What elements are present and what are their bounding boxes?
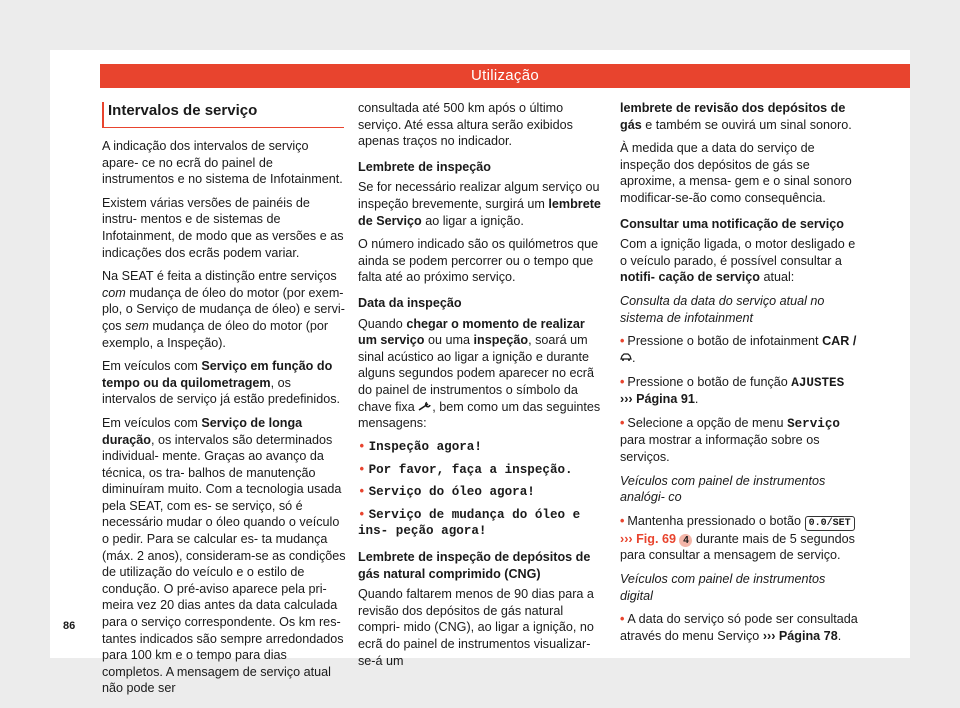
bullet-item: • Pressione o botão de infotainment CAR / .	[620, 334, 857, 365]
section-title: Intervalos de serviço	[102, 102, 344, 128]
subheading: Lembrete de inspeção	[358, 159, 491, 174]
italic-note: Veículos com painel de instrumentos analógi- co	[620, 473, 826, 505]
italic-note: Veículos com painel de instrumentos digital	[620, 572, 826, 603]
bullet-icon: •	[620, 334, 625, 349]
bullet-icon: •	[358, 440, 366, 455]
column-2	[358, 100, 602, 676]
subheading: Data da inspeção	[358, 295, 462, 310]
paragraph: A indicação dos intervalos de serviço apare- ce no ecrã do painel de instrumentos e no sistema de Infotainment.	[102, 139, 343, 187]
paragraph: Existem várias versões de painéis de instru- mentos e de sistemas de Infotainment, de modo que as versões e as indicações dos ecrãs podem variar.	[102, 195, 344, 260]
paragraph: consultada até 500 km após o último serviço. Até essa altura serão exibidos apenas traços no indicador.	[358, 101, 573, 149]
bullet-icon: •	[358, 462, 366, 477]
paragraph: Quando faltarem menos de 90 dias para a revisão dos depósitos de gás natural compri- mido (CNG), ao ligar a ignição, no ecrã do painel de instrumentos visualizar-se-á um	[358, 587, 594, 668]
figure-reference-link[interactable]: ››› Fig. 69	[620, 531, 676, 546]
bullet-icon: •	[620, 513, 625, 528]
message-item: • Por favor, faça a inspeção.	[358, 462, 573, 477]
bullet-item: • A data do serviço só pode ser consultada através do menu Serviço ››› Página 78.	[620, 612, 858, 643]
message-item: • Inspeção agora!	[358, 440, 482, 455]
paragraph: Se for necessário realizar algum serviço ou inspeção brevemente, surgirá um lembrete de Serviço ao ligar a ignição.	[358, 180, 601, 228]
paragraph: Com a ignição ligada, o motor desligado e o veículo parado, é possível consultar a notifi- cação de serviço atual:	[620, 237, 856, 285]
paragraph: Na SEAT é feita a distinção entre serviços com mudança de óleo do motor (por exem- plo, o Serviço de mudança de óleo) e servi- ços sem mudança de óleo do motor (por exemplo, a Inspeção).	[102, 269, 345, 350]
chapter-header: Utilização	[100, 64, 910, 88]
message-item: • Serviço de mudança do óleo e ins- peção agora!	[358, 507, 581, 539]
italic-note: Consulta da data do serviço atual no sistema de infotainment	[620, 293, 825, 325]
bullet-icon: •	[620, 612, 625, 627]
wrench-icon	[418, 399, 432, 416]
paragraph: O número indicado são os quilómetros que ainda se podem percorrer ou o tempo que falta até ao próximo serviço.	[358, 237, 599, 285]
paragraph: Quando chegar o momento de realizar um serviço ou uma inspeção, soará um sinal acústico ao ligar a ignição e durante alguns segundos podem aparecer no ecrã do painel de instrumentos o símbolo da chave fixa , bem como um das seguintes mensagens:	[358, 316, 601, 431]
bullet-icon: •	[358, 507, 366, 522]
bullet-icon: •	[620, 415, 625, 430]
car-menu-icon	[620, 350, 632, 367]
bullet-item: • Pressione o botão de função AJUSTES ››› Página 91.	[620, 374, 845, 407]
set-button-icon: 0.0/SET	[805, 516, 855, 531]
page-reference-link[interactable]: ››› Página 78	[762, 628, 838, 643]
paragraph: Em veículos com Serviço em função do tempo ou da quilometragem, os intervalos de serviço já estão predefinidos.	[102, 359, 341, 407]
subheading: Consultar uma notificação de serviço	[620, 216, 844, 231]
page	[50, 50, 910, 696]
paragraph: Em veículos com Serviço de longa duração, os intervalos são determinados individual- mente. Graças ao avanço da técnica, os tra- balhos de manutenção diminuíram muito. Com a tecnologia usada pela SEAT, com es- se serviço, só é necessário mudar o óleo quando o veículo o pedir. Para se calcular es- ta mudança (máx. 2 anos), consideram-se as condições de utilização do veículo e o estilo de condução. O pré-aviso aparece pela pri- meira vez 20 dias antes da data calculada para o serviço correspondente. Os km res- tantes indicados são sempre arredondados para 100 km e o tempo para dias completos. A mensagem de serviço atual não pode ser	[102, 415, 346, 696]
column-1	[102, 102, 346, 704]
paragraph: À medida que a data do serviço de inspeção dos depósitos de gás se aproxime, a mensa- gem e o sinal sonoro modificar-se-ão como consequência.	[620, 141, 852, 205]
bullet-icon: •	[620, 374, 625, 389]
bullet-icon: •	[358, 485, 366, 500]
bullet-item: • Selecione a opção de menu Serviço para mostrar a informação sobre os serviços.	[620, 415, 840, 465]
bullet-item: • Mantenha pressionado o botão 0.0/SET ››› Fig. 69 4 durante mais de 5 segundos para consultar a mensagem de serviço.	[620, 513, 855, 563]
paragraph: lembrete de revisão dos depósitos de gás e também se ouvirá um sinal sonoro.	[620, 101, 852, 132]
column-3	[620, 100, 860, 651]
subheading: Lembrete de inspeção de depósitos de gás natural comprimido (CNG)	[358, 550, 591, 581]
message-item: • Serviço do óleo agora!	[358, 485, 535, 500]
callout-number-icon: 4	[679, 534, 692, 547]
page-number: 86	[63, 620, 76, 632]
page-reference-link[interactable]: ››› Página 91	[620, 392, 695, 407]
